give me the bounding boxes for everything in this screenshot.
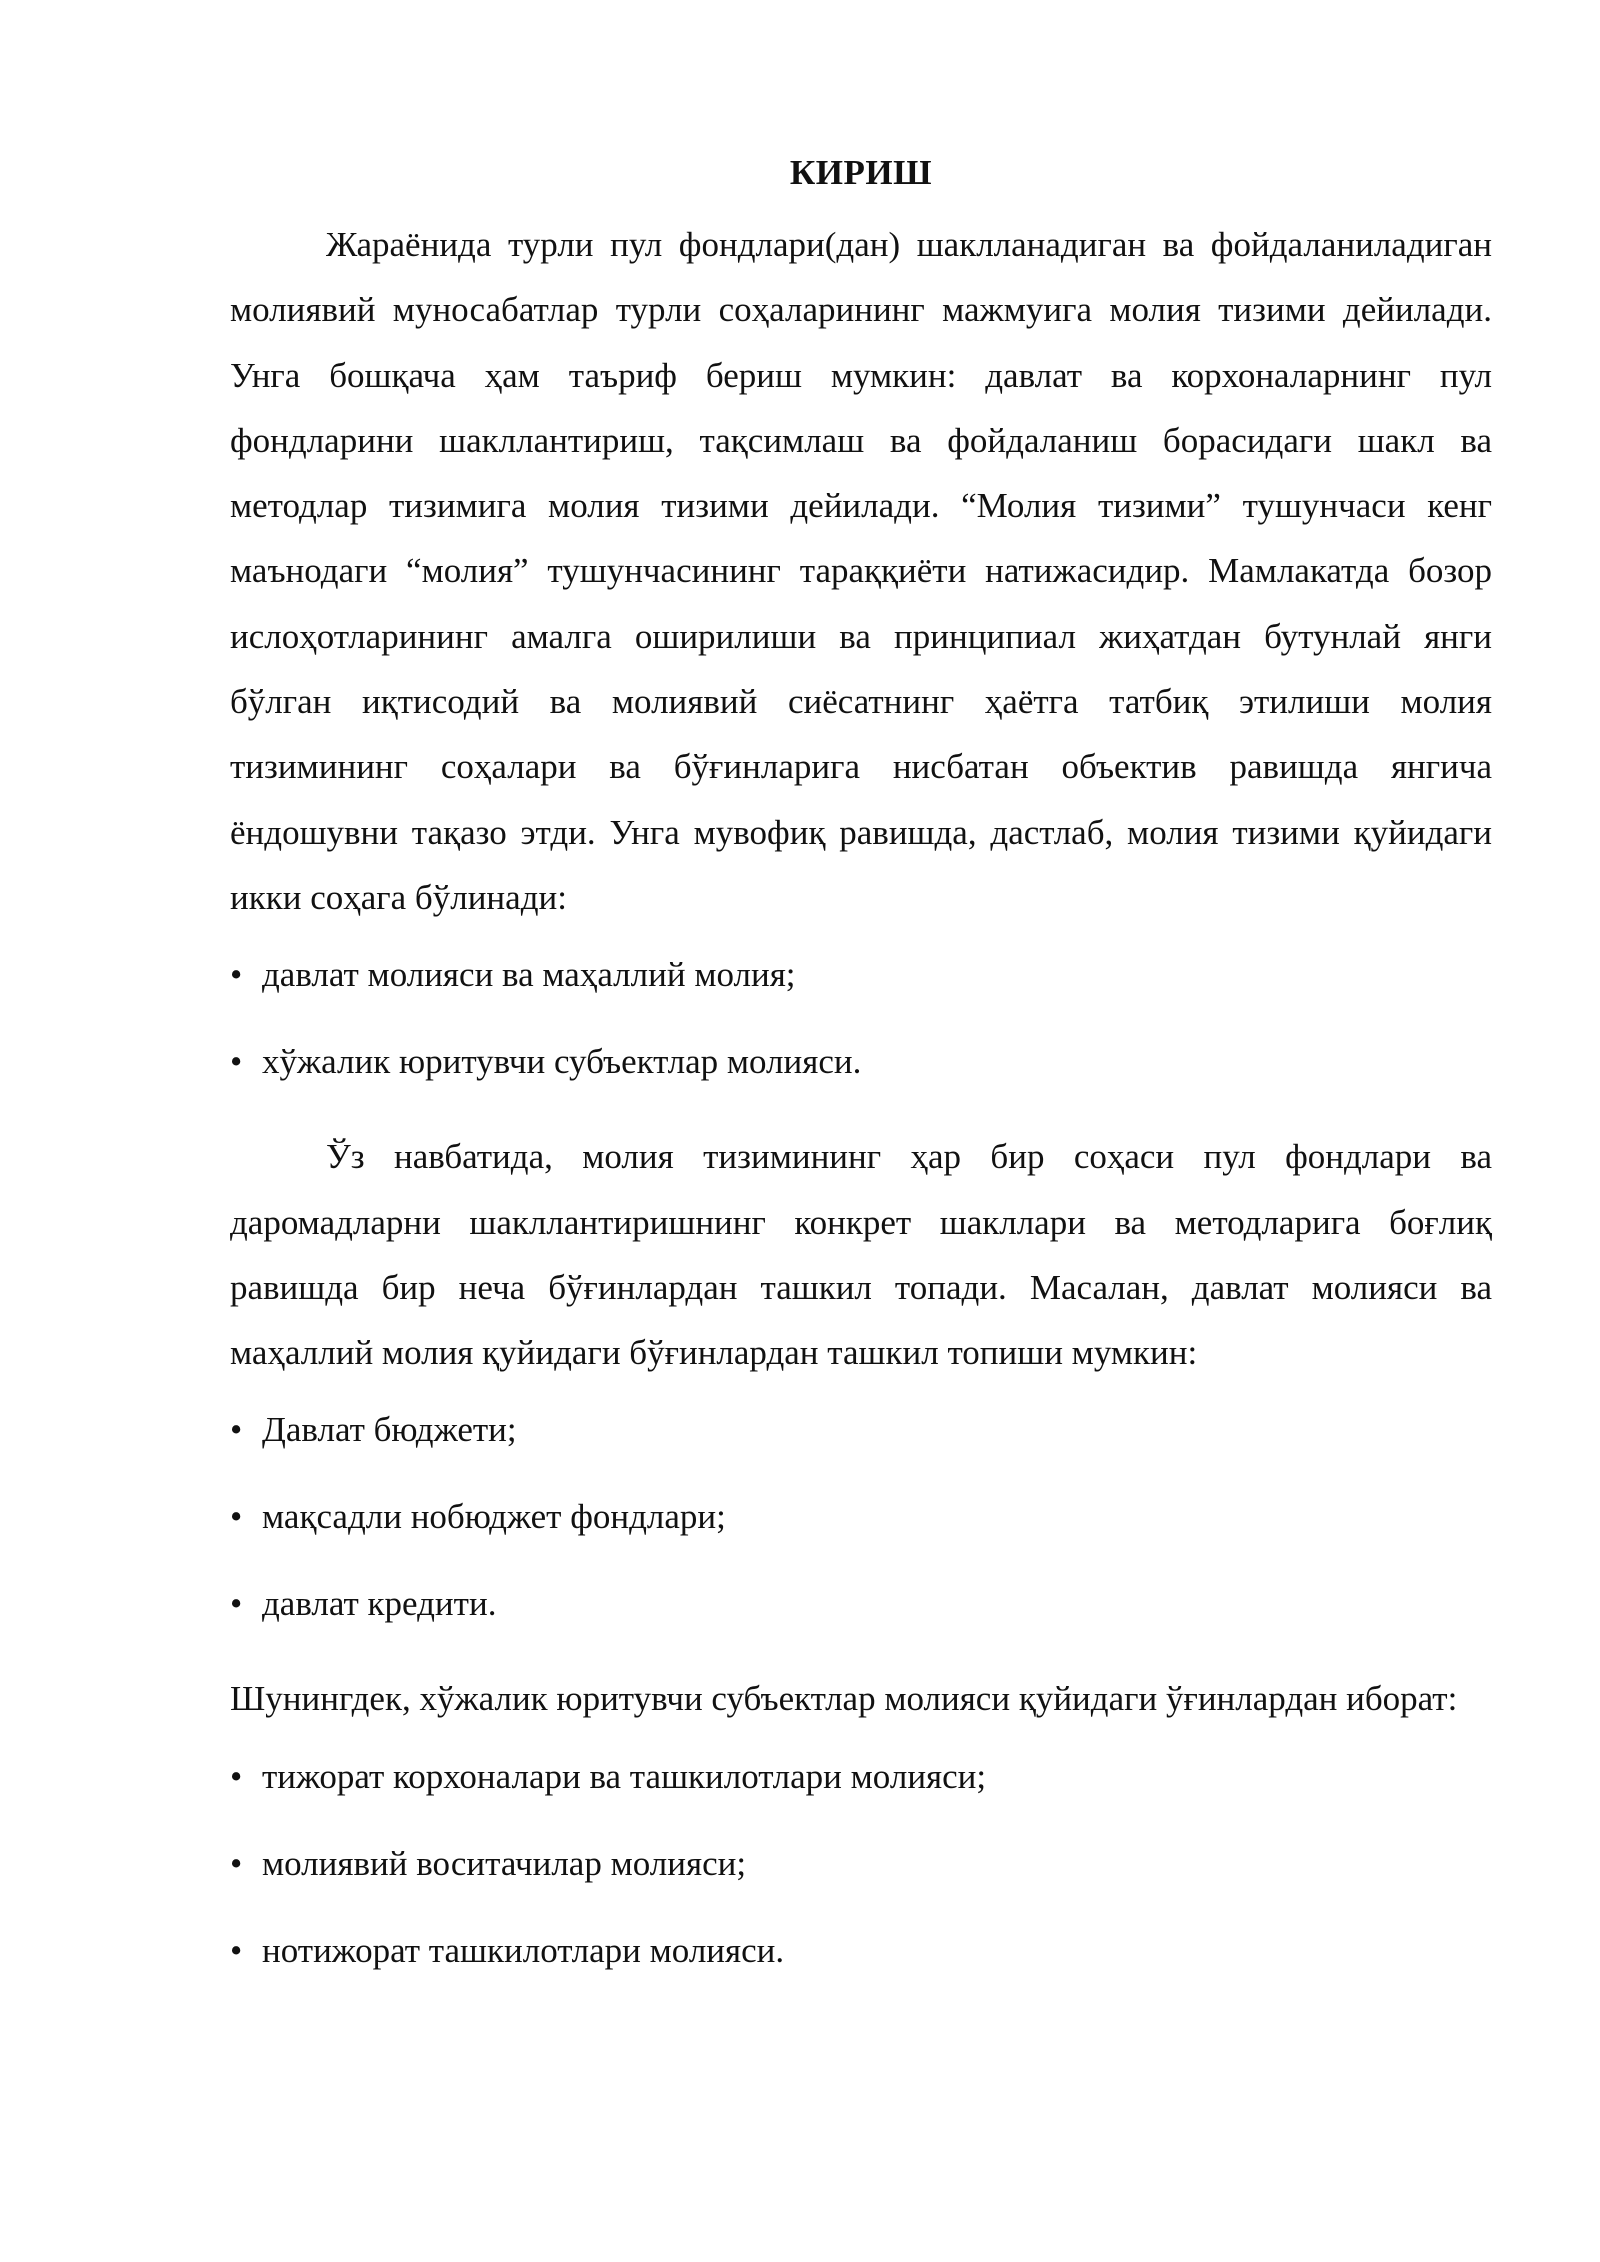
list-item-text: молиявий воситачилар молияси; [262, 1843, 747, 1883]
page-title: КИРИШ [789, 153, 933, 192]
list-item [230, 1037, 1492, 1087]
business-finance-paragraph: Шунингдек, хўжалик юритувчи субъектлар молияси қуйидаги ўғинлардан иборат: [230, 1679, 1458, 1719]
list-item-text: давлат молияси ва маҳаллий молия; [262, 955, 796, 995]
list-item-text: нотижорат ташкилотлари молияси. [262, 1930, 785, 1970]
list-item-text: хўжалик юритувчи субъектлар молияси. [262, 1042, 862, 1082]
bullet-icon: • [230, 1930, 243, 1970]
list-item [230, 1752, 1492, 1802]
bullet-icon: • [230, 1042, 243, 1082]
bullet-icon: • [230, 1843, 243, 1883]
finance-spheres-list [230, 950, 1492, 1087]
list-item [230, 1492, 1492, 1542]
list-item [230, 1839, 1492, 1889]
bullet-icon: • [230, 1584, 243, 1624]
intro-paragraph: Жараёнида турли пул фондлари(дан) шаклланадиган ва фойдаланиладиган молиявий муносабатлар турли соҳаларининг мажмуига молия тизими дейилади. Унга бошқача ҳам таъриф бериш мумкин: давлат ва корхоналарнинг пул фондларини шакллантириш, тақсимлаш ва фойдаланиш борасидаги шакл ва методлар тизимига молия тизими дейилади. “Молия тизими” тушунчаси кенг маънодаги “молия” тушунчасининг тараққиёти натижасидир. Мамлакатда бозор ислоҳотларининг амалга оширилиши ва принципиал жиҳатдан бутунлай янги бўлган иқтисодий ва молиявий сиёсатнинг ҳаётга татбиқ этилиши молия тизимининг соҳалари ва бўғинларига нисбатан объектив равишда янгича ёндошувни тақазо этди. Унга мувофиқ равишда, дастлаб, молия тизими қуйидаги икки соҳага бўлинади: [230, 225, 1492, 917]
business-finance-links-list [230, 1752, 1492, 1976]
list-item-text: мақсадли нобюджет фондлари; [262, 1497, 726, 1537]
list-item [230, 950, 1492, 1000]
bullet-icon: • [230, 1497, 243, 1537]
bullet-icon: • [230, 1410, 243, 1450]
list-item [230, 1405, 1492, 1455]
state-finance-links-list [230, 1405, 1492, 1629]
list-item-text: давлат кредити. [262, 1584, 497, 1624]
links-paragraph: Ўз навбатида, молия тизимининг ҳар бир соҳаси пул фондлари ва даромадларни шакллантиришнинг конкрет шакллари ва методларига боғлиқ равишда бир неча бўғинлардан ташкил топади. Масалан, давлат молияси ва маҳаллий молия қуйидаги бўғинлардан ташкил топиши мумкин: [230, 1137, 1492, 1373]
list-item [230, 1579, 1492, 1629]
bullet-icon: • [230, 955, 243, 995]
document-page [230, 148, 1492, 2013]
list-item-text: тижорат корхоналари ва ташкилотлари молияси; [262, 1756, 987, 1796]
bullet-icon: • [230, 1756, 243, 1796]
list-item-text: Давлат бюджети; [262, 1410, 517, 1450]
list-item [230, 1926, 1492, 1976]
